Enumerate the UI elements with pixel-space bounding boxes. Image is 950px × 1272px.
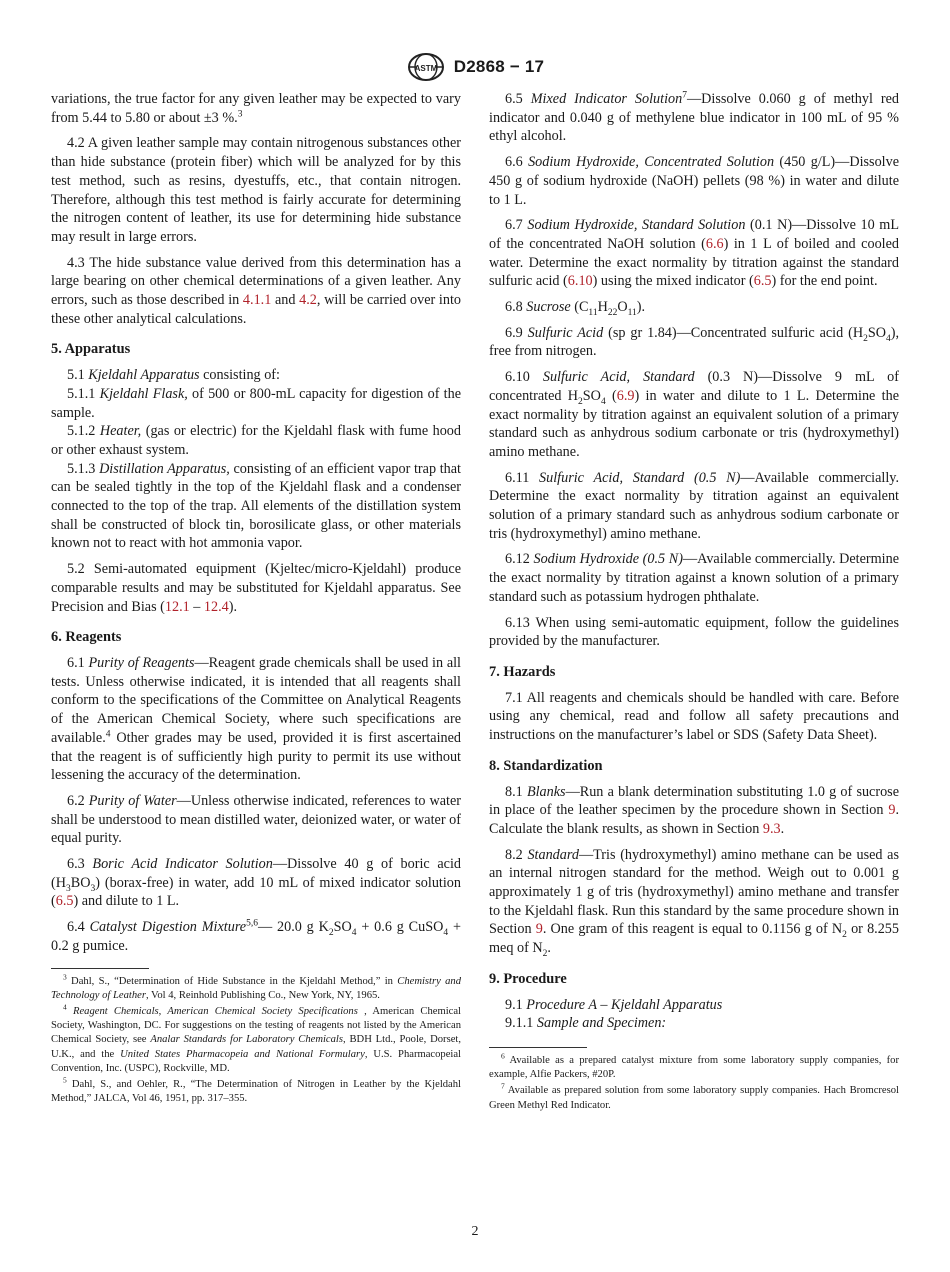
ref-link[interactable]: 9	[535, 921, 543, 938]
paragraph-4-3: 4.3 The hide substance value derived from this determination has a large bearing on other chemical determinations of a given leather. Any errors, such as those described in 4.1.1 and 4.2, will be carried over into these other analytical calculations.	[51, 254, 461, 327]
footnote-divider	[489, 1047, 587, 1048]
paragraph-4-1-cont: variations, the true factor for any given leather may be expected to vary from 5.44 to 5.80 or about ±3 %.$^3$	[51, 91, 461, 126]
paragraph-6-11: 6.11 Sulfuric Acid, Standard (0.5 N)—Available commercially. Determine the exact normality by titration against an equivalent solution of a primary standard such as anhydrous sodium carbonate or tris (hydroxymethyl) amino methane.	[489, 469, 900, 542]
paragraph-6-7: 6.7 Sodium Hydroxide, Standard Solution (0.1 N)—Dissolve 10 mL of the concentrated NaOH solution (6.6) in 1 L of boiled and cooled water. Determine the exact normality by titration against the standard sulfuric acid (6.10) using the mixed indicator (6.5) for the end point.	[489, 217, 899, 290]
section-heading-7: 7. Hazards	[489, 663, 556, 680]
footnote-6: $^6$ Available as a prepared catalyst mixture from some laboratory supply companies, for example, Alfie Packers, #20P.	[489, 1051, 899, 1081]
paragraph-8-2: 8.2 Standard—Tris (hydroxymethyl) amino methane can be used as an internal nitrogen standard for the method. Weigh out to 0.001 g approximately 1 g of tris (hydroxymethyl) amino methane and transfer to the Kjeldahl flask. Run this standard by the same procedure shown in Section 9. One gram of this reagent is equal to 0.1156 g of $N_2$ or 8.255 meq of $N_2$.	[489, 846, 900, 959]
ref-link[interactable]: 4.1.1	[242, 292, 272, 309]
ref-link[interactable]: 6.9	[616, 387, 635, 404]
ref-link[interactable]: 12.4	[203, 598, 229, 615]
footnote-divider	[51, 968, 149, 969]
section-heading-5: 5. Apparatus	[51, 341, 131, 358]
paragraph-6-5: 6.5 Mixed Indicator Solution$^7$—Dissolve 0.060 g of methyl red indicator and 0.040 g of methylene blue indicator in 100 mL of 95 % ethyl alcohol.	[489, 90, 900, 145]
paragraph-5-1-2: 5.1.2 Heater, (gas or electric) for the Kjeldahl flask with fume hood or other exhaust system.	[51, 423, 461, 458]
paragraph-6-2: 6.2 Purity of Water—Unless otherwise indicated, references to water shall be understood to mean distilled water, deionized water, or water of equal purity.	[51, 792, 462, 847]
paragraph-9-1: 9.1 Procedure A – Kjeldahl Apparatus	[505, 996, 723, 1013]
paragraph-8-1: 8.1 Blanks—Run a blank determination substituting 1.0 g of sucrose in place of the leather specimen by the procedure shown in Section 9. Calculate the blank results, as shown in Section 9.3.	[489, 783, 899, 837]
ref-link[interactable]: 6.5	[753, 273, 772, 290]
paragraph-4-2: 4.2 A given leather sample may contain nitrogenous substances other than hide substance (protein fiber) which will be analyzed for by this test method, such as resins, dyestuffs, etc., that contain nitrogen. Therefore, although this test method is fairly accurate for determining the nitrogen content of leather, its use for determining hide substance may result in large errors.	[51, 135, 461, 245]
ref-link[interactable]: 6.5	[55, 893, 74, 910]
ref-link[interactable]: 6.6	[705, 235, 724, 252]
left-column	[51, 90, 461, 1108]
ref-link[interactable]: 6.10	[567, 273, 593, 290]
astm-logo-icon	[406, 52, 446, 82]
paragraph-6-9: 6.9 Sulfuric Acid (sp gr 1.84)—Concentrated sulfuric acid $(H_2SO_4)$, free from nitrogen.	[489, 324, 900, 360]
paragraph-6-4: 6.4 Catalyst Digestion Mixture$^{5,6}$— 20.0 g $K_2SO_4 + 0.6$ g CuSO$_4$ + 0.2 g pumice.	[51, 918, 461, 954]
footnote-4: $^4$ Reagent Chemicals, American Chemical Society Specifications , American Chemical Society, Washington, DC. For suggestions on the testing of reagents not listed by the American Chemical Society, see Analar Standards for Laboratory Chemicals, BDH Ltd., Poole, Dorset, U.K., and the United States Pharmacopeia and National Formulary, U.S. Pharmacopeial Convention, Inc. (USPC), Rockville, MD.	[51, 1002, 461, 1074]
paragraph-6-12: 6.12 Sodium Hydroxide (0.5 N)—Available commercially. Determine the exact normality by titration against a known solution of a primary standard such as potassium hydrogen phthalate.	[489, 551, 900, 605]
footnote-5: $^5$ Dahl, S., and Oehler, R., “The Determination of Nitrogen in Leather by the Kjeldahl Method,” JALCA, Vol 46, 1951, pp. 317–355.	[51, 1075, 461, 1105]
paragraph-9-1-1: 9.1.1 Sample and Specimen:	[505, 1015, 667, 1032]
paragraph-6-13: 6.13 When using semi-automatic equipment, follow the guidelines provided by the manufacturer.	[489, 614, 899, 650]
ref-link[interactable]: 4.2	[299, 292, 317, 309]
svg-text:ASTM: ASTM	[414, 64, 438, 73]
page-number: 2	[471, 1224, 479, 1239]
paragraph-5-1-1: 5.1.1 Kjeldahl Flask, of 500 or 800-mL capacity for digestion of the sample.	[51, 385, 462, 421]
paragraph-5-1-3: 5.1.3 Distillation Apparatus, consisting of an efficient vapor trap that can be sealed tightly in the top of the Kjeldahl flask and a condenser connected to the top of the trap. All elements of the distillation system shall be constructed of block tin, borosilicate glass, or other materials known not to react with hot ammonia vapor.	[51, 460, 461, 552]
footnote-7: $^7$ Available as prepared solution from some laboratory supply companies. Hach Bromcresol Green Methyl Red Indicator.	[489, 1081, 899, 1111]
paragraph-6-10: 6.10 Sulfuric Acid, Standard (0.3 N)—Dissolve 9 mL of concentrated $H_2SO_4$ (6.9) in water and dilute to 1 L. Determine the exact normality by titration against an equivalent solution of a primary standard such as anhydrous sodium carbonate or tris (hydroxymethyl) amino methane.	[489, 369, 899, 460]
paragraph-5-1: 5.1 Kjeldahl Apparatus consisting of:	[67, 367, 280, 384]
right-column	[489, 90, 899, 1115]
paragraph-6-6: 6.6 Sodium Hydroxide, Concentrated Solution (450 g/L)—Dissolve 450 g of sodium hydroxide (NaOH) pellets (98 %) in water and dilute to 1 L.	[489, 154, 899, 208]
ref-link[interactable]: 9.3	[762, 820, 781, 837]
ref-link[interactable]: 9	[888, 802, 896, 819]
paragraph-5-2: 5.2 Semi-automated equipment (Kjeltec/micro-Kjeldahl) produce comparable results and may be substituted for Kjeldahl apparatus. See Precision and Bias (12.1 – 12.4).	[51, 561, 461, 615]
footnote-3: $^3$ Dahl, S., “Determination of Hide Substance in the Kjeldahl Method,” in Chemistry and Technology of Leather, Vol 4, Reinhold Publishing Co., New York, NY, 1965.	[51, 972, 461, 1001]
ref-link[interactable]: 12.1	[164, 598, 190, 615]
paragraph-6-1: 6.1 Purity of Reagents—Reagent grade chemicals shall be used in all tests. Unless otherwise indicated, it is intended that all reagents shall conform to the specifications of the Committee on Analytical Reagents of the American Chemical Society, where such specifications are available.$^4$ Other grades may be used, provided it is first ascertained that the reagent is of sufficiently high purity to permit its use without lessening the accuracy of the determination.	[51, 654, 461, 784]
paragraph-7-1: 7.1 All reagents and chemicals should be handled with care. Before using any chemical, read and follow all safety precautions and instructions on the manufacturer’s label or SDS (Safety Data Sheet).	[489, 689, 899, 744]
section-heading-6: 6. Reagents	[51, 629, 122, 646]
page-header	[0, 52, 950, 82]
section-heading-9: 9. Procedure	[489, 970, 567, 987]
doc-code: D2868 − 17	[453, 57, 545, 76]
section-heading-8: 8. Standardization	[489, 757, 603, 774]
paragraph-6-8: 6.8 Sucrose $(C_{11}H_{22}O_{11})$.	[505, 299, 646, 318]
paragraph-6-3: 6.3 Boric Acid Indicator Solution—Dissolve 40 g of boric acid $(H_3BO_3)$ (borax-free) in water, add 10 mL of mixed indicator solution (6.5) and dilute to 1 L.	[51, 856, 461, 910]
